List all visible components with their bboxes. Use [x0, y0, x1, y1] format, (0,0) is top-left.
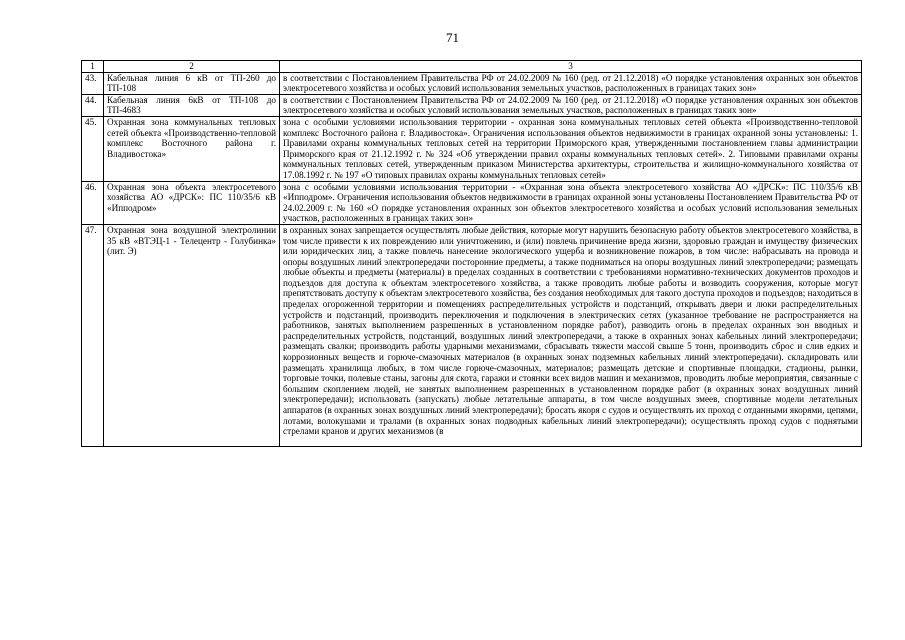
- table-row: [82, 224, 862, 446]
- row-number: 44.: [82, 94, 104, 116]
- row-number: 47.: [82, 224, 104, 446]
- object-description: зона с особыми условиями использования территории - «Охранная зона объекта электросетевого хозяйства АО «ДРСК»: ПС 110/35/6 кВ «Ипподром». Ограничения использования объектов недвижимости в границах охранной зоны установлены Постановлением Правительства РФ от 24.02.2009 г. № 160 «О порядке установления охранных зон объектов электросетевого хозяйства и особых условий использования земельных участков, расположенных в границах таких зон»: [280, 181, 862, 224]
- table-row: [82, 94, 862, 116]
- column-header-2: 2: [104, 61, 280, 73]
- object-name: Охранная зона объекта электросетевого хозяйства АО «ДРСК»: ПС 110/35/6 кВ «Ипподром»: [104, 181, 280, 224]
- object-description: зона с особыми условиями использования территории - охранная зона коммунальных тепловых сетей объекта «Производственно-тепловой комплекс Восточного района г. Владивостока». Ограничения использования объектов недвижимости в границах охранной зоны установлены: 1. Правилами охраны коммунальных тепловых сетей на территории Приморского края, утвержденными постановлением главы администрации Приморского края от 21.12.1992 г. № 324 «Об утверждении правил охраны коммунальных тепловых сетей». 2. Типовыми правилами охраны коммунальных тепловых сетей, утвержденным приказом Министерства архитектуры, строительства и жилищно-коммунального хозяйства от 17.08.1992 г. № 197 «О типовых правилах охраны коммунальных тепловых сетей»: [280, 116, 862, 181]
- row-number: 46.: [82, 181, 104, 224]
- object-description: в соответствии с Постановлением Правительства РФ от 24.02.2009 № 160 (ред. от 21.12.2018) «О порядке установления охранных зон объектов электросетевого хозяйства и особых условий использования земельных участков, расположенных в границах таких зон»: [280, 72, 862, 94]
- object-name: Охранная зона коммунальных тепловых сетей объекта «Производственно-тепловой комплекс Восточного района г. Владивостока»: [104, 116, 280, 181]
- row-number: 43.: [82, 72, 104, 94]
- table-row: [82, 116, 862, 181]
- zones-table: [81, 60, 862, 447]
- object-name: Кабельная линия 6 кВ от ТП-260 до ТП-108: [104, 72, 280, 94]
- object-name: Кабельная линия 6кВ от ТП-108 до ТП-4683: [104, 94, 280, 116]
- row-number: 45.: [82, 116, 104, 181]
- page-number: 71: [446, 30, 459, 45]
- table-row: [82, 72, 862, 94]
- table-row: [82, 181, 862, 224]
- object-description: в охранных зонах запрещается осуществлять любые действия, которые могут нарушить безопасную работу объектов электросетевого хозяйства, в том числе привести к их повреждению или уничтожению, и (или) повлечь причинение вреда жизни, здоровью граждан и имуществу физических или юридических лиц, а также повлечь нанесение экологического ущерба и возникновение пожаров, в том числе: набрасывать на провода и опоры воздушных линий электропередачи посторонние предметы, а также подниматься на опоры воздушных линий электропередачи; размещать любые объекты и предметы (материалы) в пределах созданных в соответствии с требованиями нормативно-технических документов проходов и подъездов для доступа к объектам электросетевого хозяйства, а также проводить любые работы и возводить сооружения, которые могут препятствовать доступу к объектам электросетевого хозяйства, без создания необходимых для такого доступа проходов и подъездов; находиться в пределах огороженной территории и помещениях распределительных устройств и подстанций, открывать двери и люки распределительных устройств и подстанций, производить переключения и подключения в электрических сетях (указанное требование не распространяется на работников, занятых выполнением разрешенных в установленном порядке работ), разводить огонь в пределах охранных зон вводных и распределительных устройств, подстанций, воздушных линий электропередачи, а также в охранных зонах кабельных линий электропередачи; размещать свалки; производить работы ударными механизмами, сбрасывать тяжести массой свыше 5 тонн, производить сброс и слив едких и коррозионных веществ и горюче-смазочных материалов (в охранных зонах подземных кабельных линий электропередачи). складировать или размещать хранилища любых, в том числе горюче-смазочных, материалов; размещать детские и спортивные площадки, стадионы, рынки, торговые точки, полевые станы, загоны для скота, гаражи и стоянки всех видов машин и механизмов, проводить любые мероприятия, связанные с большим скоплением людей, не занятых выполнением разрешенных в установленном порядке работ (в охранных зонах воздушных линий электропередачи); использовать (запускать) любые летательные аппараты, в том числе воздушных змеев, спортивные модели летательных аппаратов (в охранных зонах воздушных линий электропередачи); бросать якоря с судов и осуществлять их проход с отданными якорями, цепями, лотами, волокушами и тралами (в охранных зонах подводных кабельных линий электропередачи); осуществлять проход судов с поднятыми стрелами кранов и других механизмов (в: [283, 224, 858, 437]
- object-description-cell: [280, 224, 862, 446]
- table-header-row: [82, 61, 862, 73]
- column-header-1: 1: [82, 61, 104, 73]
- column-header-3: 3: [280, 61, 862, 73]
- object-name: Охранная зона воздушной электролинии 35 кВ «ВТЭЦ-1 - Телецентр - Голубинка» (лит. Э): [104, 224, 280, 446]
- object-description: в соответствии с Постановлением Правительства РФ от 24.02.2009 № 160 (ред. от 21.12.2018) «О порядке установления охранных зон объектов электросетевого хозяйства и особых условий использования земельных участков, расположенных в границах таких зон»: [280, 94, 862, 116]
